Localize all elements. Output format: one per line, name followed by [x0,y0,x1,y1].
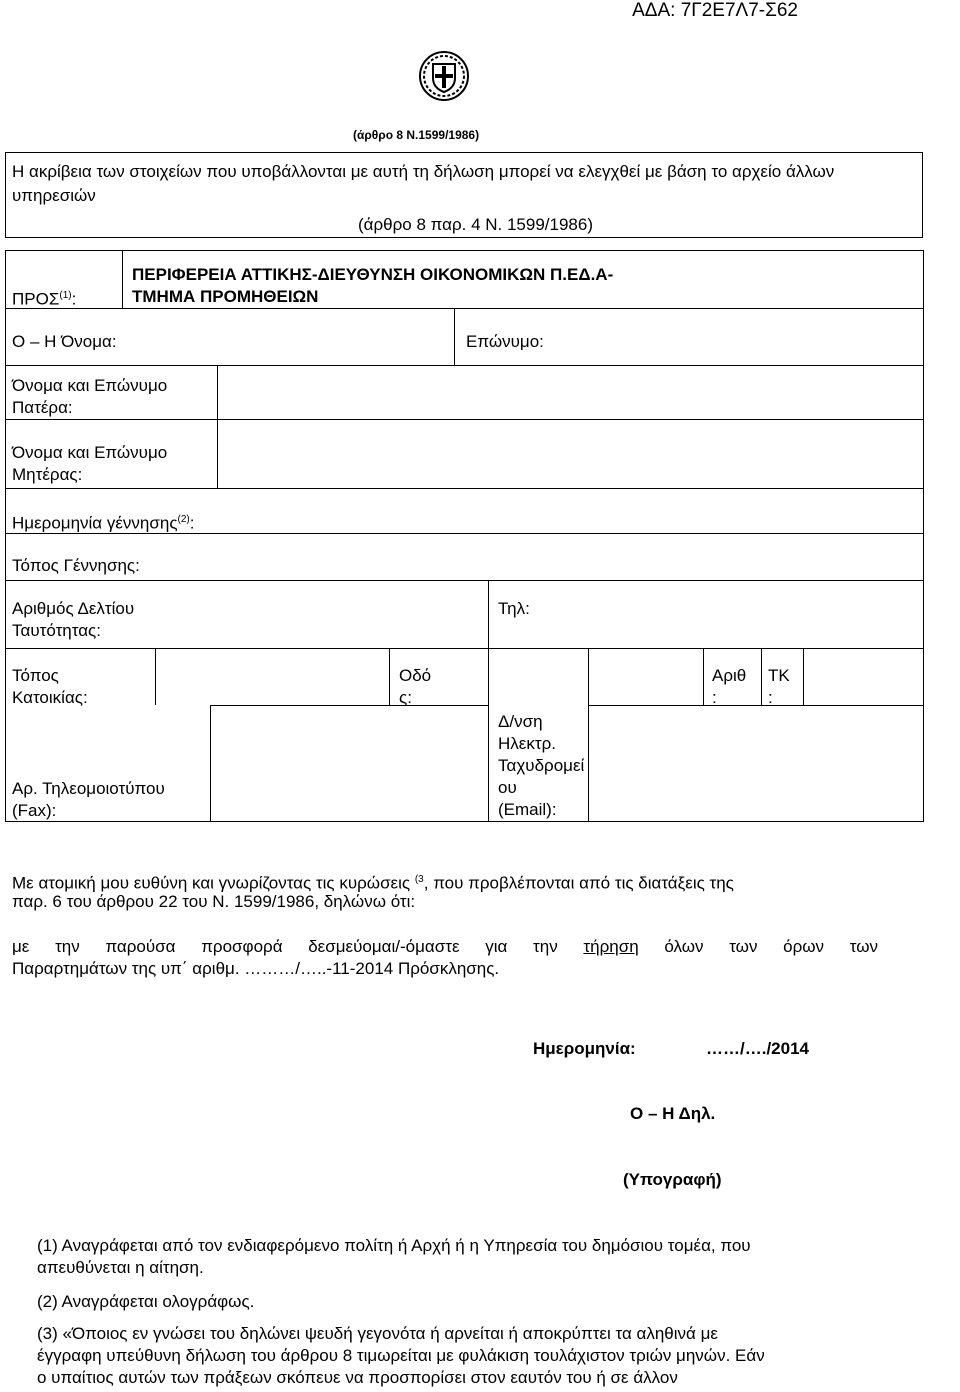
mother-name-label-2: Μητέρας: [12,465,83,484]
street-label-1: Οδό [399,666,432,685]
declaration-body-line-1: με την παρούσα προσφορά δεσμεύομαι/-όμαστε για την τήρηση όλων των όρων των [12,937,878,956]
declaration-body-line-2: Παραρτημάτων της υπ΄ αριθμ. ………/…..-11-2014 Πρόσκλησης. [12,959,500,978]
date-label: Ημερομηνία: [533,1039,636,1058]
street-number-label-1: Αριθ [712,666,747,685]
declaration-line-2: παρ. 6 του άρθρου 22 του Ν. 1599/1986, δηλώνω ότι: [12,892,416,911]
notice-text: Η ακρίβεια των στοιχείων που υποβάλλονται με αυτή τη δήλωση μπορεί να ελεγχθεί με βάση το αρχείο άλλων υπηρεσιών [12,162,835,205]
notice-law-reference: (άρθρο 8 παρ. 4 Ν. 1599/1986) [358,215,593,234]
fax-label-2: (Fax): [12,801,57,820]
recipient-line-2: ΤΜΗΜΑ ΠΡΟΜΗΘΕΙΩΝ [132,287,319,306]
ada-code: ΑΔΑ: 7Γ2Ε7Λ7-Σ62 [632,0,798,21]
footnote-3-line-2: έγγραφη υπεύθυνη δήλωση του άρθρου 8 τιμωρείται με φυλάκιση τουλάχιστον τριών μηνών. Εάν [37,1346,765,1365]
footnote-2: (2) Αναγράφεται ολογράφως. [37,1292,255,1311]
father-name-label-2: Πατέρα: [12,398,73,417]
father-name-label-1: Όνομα και Επώνυμο [12,376,168,395]
greek-emblem-icon [418,50,470,102]
email-label-4: ου [498,778,517,797]
residence-label-1: Τόπος [12,666,59,685]
recipient-label: ΠΡΟΣ$^{(1)}$: [12,289,77,309]
footnote-3-line-3: ο υπαίτιος αυτών των πράξεων σκόπευε να προσπορίσει στον εαυτόν του ή σε άλλον [37,1368,678,1387]
birthdate-label: Ημερομηνία γέννησης$^{(2)}$: [12,513,195,533]
email-label-2: Ηλεκτρ. [498,734,556,753]
footnote-1-line-1: (1) Αναγράφεται από τον ενδιαφερόμενο πολίτη ή Αρχή ή η Υπηρεσία του δημόσιου τομέα, που [37,1236,751,1255]
signature-label: (Υπογραφή) [623,1170,722,1189]
postal-code-label-2: : [768,688,773,707]
footnote-3-line-1: (3) «Όποιος εν γνώσει του δηλώνει ψευδή γεγονότα ή αρνείται ή αποκρύπτει τα αληθινά με [37,1324,718,1343]
date-value: ……/…./2014 [706,1039,809,1058]
recipient-line-1: ΠΕΡΙΦΕΡΕΙΑ ΑΤΤΙΚΗΣ-ΔΙΕΥΘΥΝΣΗ ΟΙΚΟΝΟΜΙΚΩΝ Π.ΕΔ.Α- [132,265,614,284]
mother-name-label-1: Όνομα και Επώνυμο [12,443,168,462]
id-number-label-2: Ταυτότητας: [12,621,101,640]
id-number-label-1: Αριθμός Δελτίου [12,599,135,618]
name-label: Ο – Η Όνομα: [12,332,117,351]
street-number-label-2: : [712,688,717,707]
street-label-2: ς: [399,688,412,707]
postal-code-label-1: ΤΚ [768,666,790,685]
email-label-5: (Email): [498,800,557,819]
residence-label-2: Κατοικίας: [12,688,88,707]
footnote-1-line-2: απευθύνεται η αίτηση. [37,1258,204,1277]
declaration-line-1: Με ατομική μου ευθύνη και γνωρίζοντας τις κυρώσεις $^{(3}$, που προβλέπονται από τις διατάξεις της [12,873,734,893]
declarant-label: Ο – Η Δηλ. [630,1104,716,1123]
phone-label: Τηλ: [498,599,530,618]
law-reference: (άρθρο 8 Ν.1599/1986) [353,128,480,142]
surname-label: Επώνυμο: [466,332,544,351]
email-label-1: Δ/νση [498,712,543,731]
fax-label-1: Αρ. Τηλεομοιοτύπου [12,779,165,798]
birthplace-label: Τόπος Γέννησης: [12,556,140,575]
declaration-underlined-word: τήρηση [583,937,639,956]
email-label-3: Ταχυδρομεί [498,756,585,775]
